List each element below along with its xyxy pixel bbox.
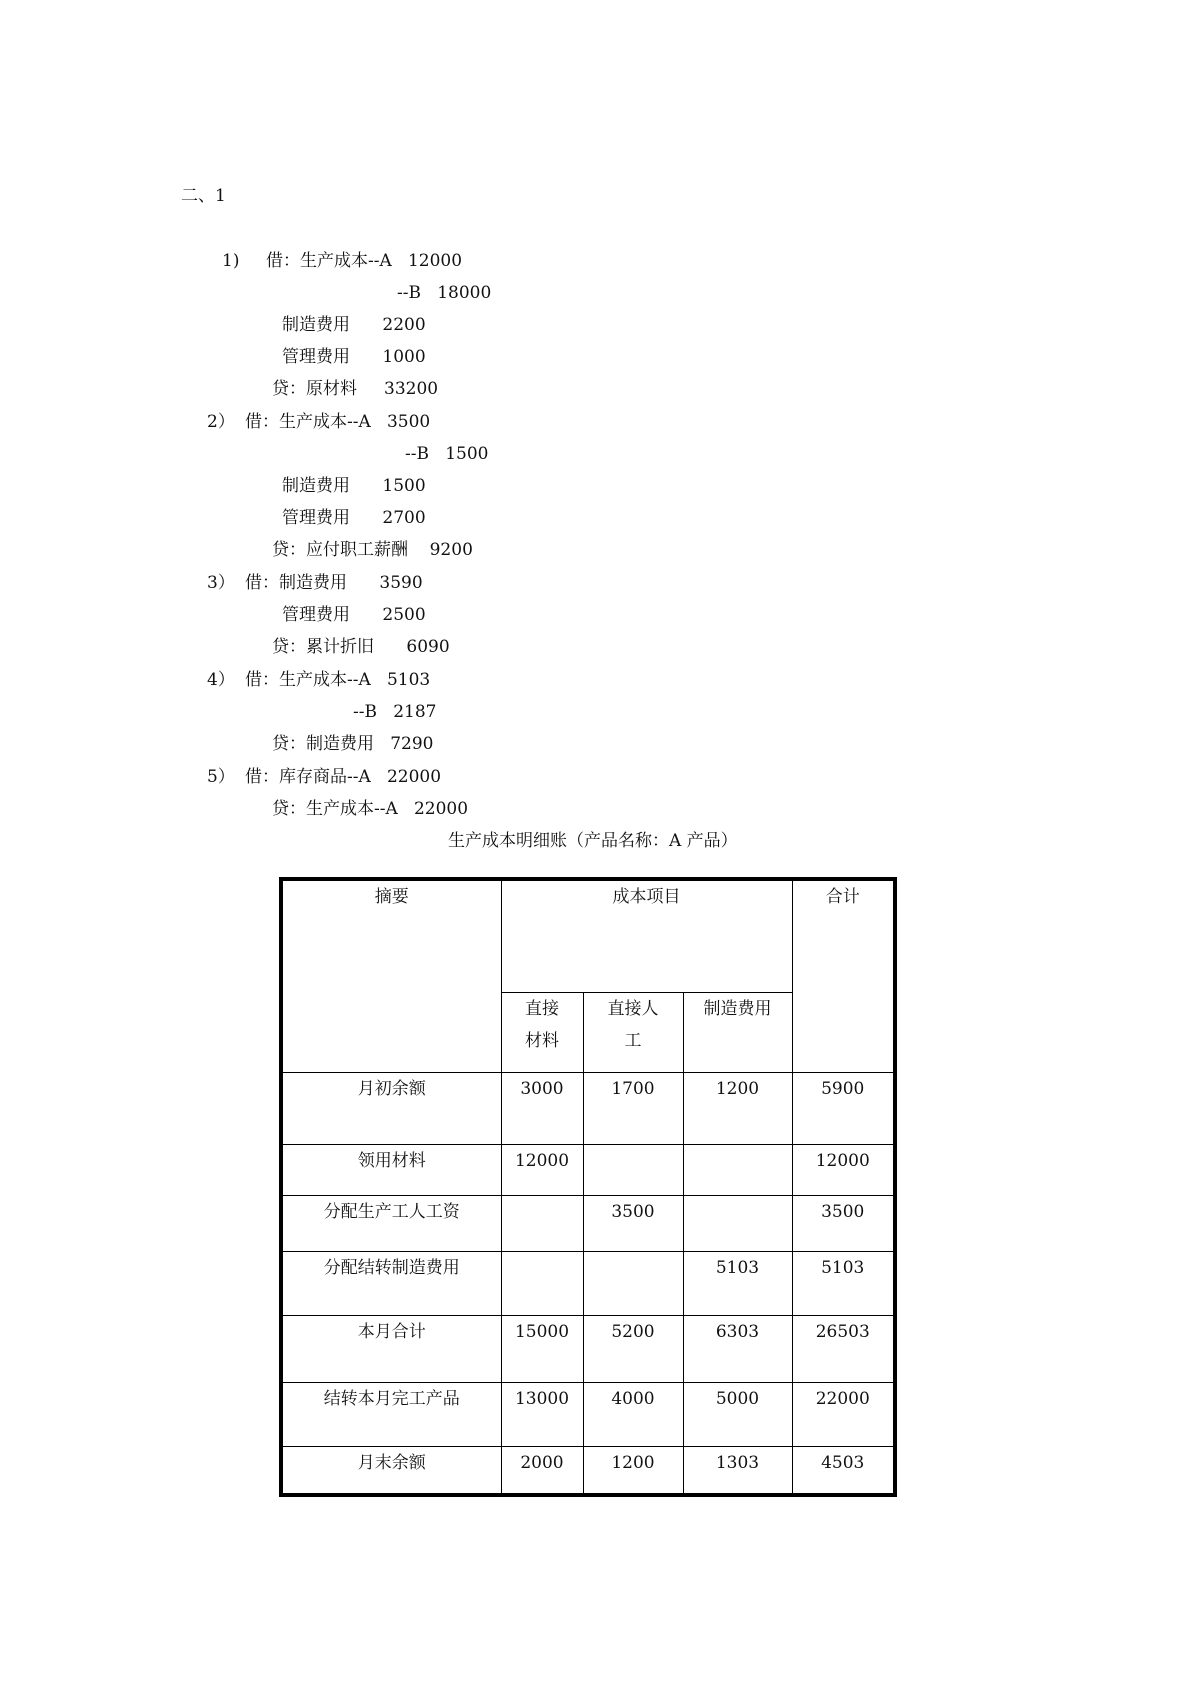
entry-1-line-2: --B 18000 xyxy=(397,283,492,303)
entry-3-line-2: 管理费用 2500 xyxy=(282,605,426,625)
header-total: 合计 xyxy=(792,879,895,1072)
row-material: 13000 xyxy=(501,1382,583,1446)
entry-3-line-3: 贷：累计折旧 6090 xyxy=(272,637,450,657)
row-material xyxy=(501,1251,583,1315)
header-direct-material: 直接材料 xyxy=(501,992,583,1072)
header-manufacturing-overhead: 制造费用 xyxy=(683,992,792,1072)
entry-2-label: 2） xyxy=(207,412,235,432)
entry-2-line-3: 制造费用 1500 xyxy=(282,476,426,496)
row-summary: 月末余额 xyxy=(281,1446,501,1495)
header-direct-labor: 直接人工 xyxy=(583,992,683,1072)
table-row xyxy=(281,1382,895,1446)
entry-5-label: 5） xyxy=(207,767,235,787)
table-row xyxy=(281,1446,895,1495)
entry-2-line-4: 管理费用 2700 xyxy=(282,508,426,528)
row-total: 22000 xyxy=(792,1382,895,1446)
row-total: 12000 xyxy=(792,1144,895,1195)
row-summary: 分配生产工人工资 xyxy=(281,1195,501,1251)
table-row xyxy=(281,1251,895,1315)
entry-5-line-1: 借：库存商品--A 22000 xyxy=(245,767,442,787)
table-title: 生产成本明细账（产品名称：A 产品） xyxy=(448,831,738,851)
row-overhead: 1303 xyxy=(683,1446,792,1495)
table-row xyxy=(281,1315,895,1382)
row-material: 15000 xyxy=(501,1315,583,1382)
row-total: 5900 xyxy=(792,1072,895,1144)
row-overhead: 5000 xyxy=(683,1382,792,1446)
row-overhead: 6303 xyxy=(683,1315,792,1382)
row-material xyxy=(501,1195,583,1251)
row-summary: 分配结转制造费用 xyxy=(281,1251,501,1315)
row-summary: 本月合计 xyxy=(281,1315,501,1382)
section-heading: 二、1 xyxy=(181,186,226,206)
entry-3-label: 3） xyxy=(207,573,235,593)
entry-2-line-1: 借：生产成本--A 3500 xyxy=(245,412,431,432)
row-summary: 领用材料 xyxy=(281,1144,501,1195)
entry-1-line-1: 借：生产成本--A 12000 xyxy=(266,251,463,271)
row-total: 5103 xyxy=(792,1251,895,1315)
entry-4-line-1: 借：生产成本--A 5103 xyxy=(245,670,431,690)
header-summary: 摘要 xyxy=(281,879,501,1072)
entry-5-line-2: 贷：生产成本--A 22000 xyxy=(272,799,469,819)
row-summary: 结转本月完工产品 xyxy=(281,1382,501,1446)
row-labor: 4000 xyxy=(583,1382,683,1446)
row-labor: 1200 xyxy=(583,1446,683,1495)
row-overhead xyxy=(683,1144,792,1195)
entry-3-line-1: 借：制造费用 3590 xyxy=(245,573,423,593)
entry-4-label: 4） xyxy=(207,670,235,690)
row-labor xyxy=(583,1144,683,1195)
row-material: 2000 xyxy=(501,1446,583,1495)
entry-4-line-2: --B 2187 xyxy=(353,702,437,722)
row-total: 4503 xyxy=(792,1446,895,1495)
row-material: 12000 xyxy=(501,1144,583,1195)
row-labor: 3500 xyxy=(583,1195,683,1251)
entry-2-line-2: --B 1500 xyxy=(405,444,489,464)
row-material: 3000 xyxy=(501,1072,583,1144)
table-row xyxy=(281,1072,895,1144)
row-overhead xyxy=(683,1195,792,1251)
entry-1-line-4: 管理费用 1000 xyxy=(282,347,426,367)
row-total: 3500 xyxy=(792,1195,895,1251)
cost-ledger-table xyxy=(279,877,897,1497)
row-labor xyxy=(583,1251,683,1315)
header-cost-items: 成本项目 xyxy=(501,879,792,992)
entry-1-line-3: 制造费用 2200 xyxy=(282,315,426,335)
row-overhead: 1200 xyxy=(683,1072,792,1144)
entry-1-line-5: 贷：原材料 33200 xyxy=(272,379,439,399)
entry-1-label: 1) xyxy=(222,251,240,271)
row-summary: 月初余额 xyxy=(281,1072,501,1144)
row-total: 26503 xyxy=(792,1315,895,1382)
table-row xyxy=(281,1144,895,1195)
entry-2-line-5: 贷：应付职工薪酬 9200 xyxy=(272,540,473,560)
entry-4-line-3: 贷：制造费用 7290 xyxy=(272,734,434,754)
row-labor: 5200 xyxy=(583,1315,683,1382)
row-labor: 1700 xyxy=(583,1072,683,1144)
row-overhead: 5103 xyxy=(683,1251,792,1315)
table-row xyxy=(281,1195,895,1251)
